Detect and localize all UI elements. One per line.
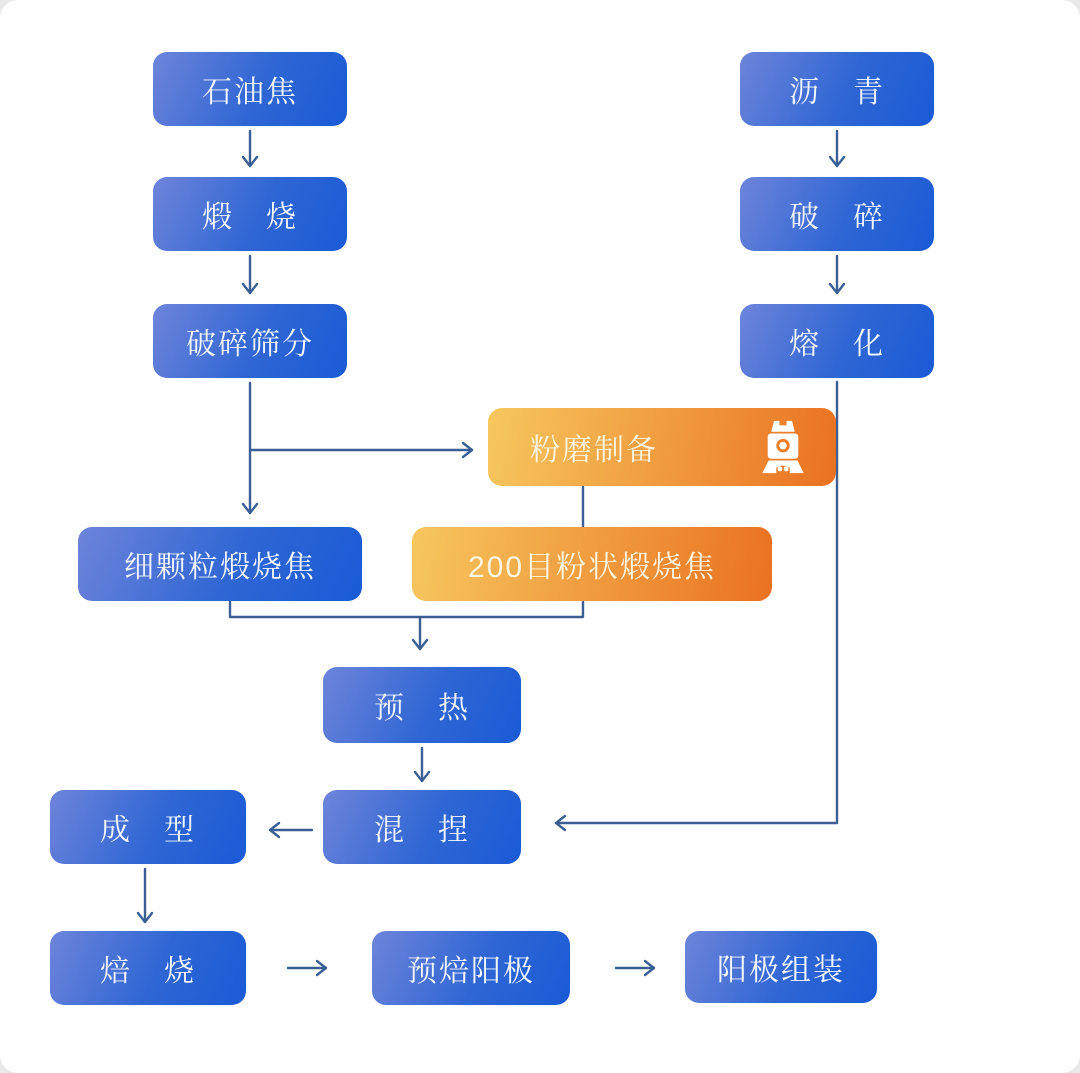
node-label: 石油焦 <box>202 76 298 109</box>
node-preheat <box>323 667 521 743</box>
node-fine-coke <box>78 527 362 601</box>
node-melting <box>740 304 934 378</box>
node-pitch <box>740 52 934 126</box>
node-label: 阳极组装 <box>717 954 845 987</box>
node-label: 粉磨制备 <box>530 434 658 467</box>
node-calcination <box>153 177 347 251</box>
node-kneading <box>323 790 521 864</box>
node-label: 成 型 <box>100 814 196 847</box>
node-label: 破碎筛分 <box>186 328 314 361</box>
node-label: 沥 青 <box>789 76 885 109</box>
node-label: 焙 烧 <box>100 955 196 988</box>
node-label: 混 捏 <box>374 814 470 847</box>
node-baking <box>50 931 246 1005</box>
node-label: 200目粉状煅烧焦 <box>467 551 717 584</box>
node-grinding-prep <box>488 408 836 486</box>
node-label: 煅 烧 <box>202 201 298 234</box>
node-label: 预 热 <box>374 692 470 725</box>
node-crush-screen <box>153 304 347 378</box>
node-anode-assembly <box>685 931 877 1003</box>
node-petroleum-coke <box>153 52 347 126</box>
node-label: 破 碎 <box>789 201 885 234</box>
node-label: 预焙阳极 <box>407 955 535 988</box>
node-label: 熔 化 <box>789 328 885 361</box>
node-200mesh-coke <box>412 527 772 601</box>
node-forming <box>50 790 246 864</box>
mill-icon <box>756 418 810 476</box>
node-prebaked-anode <box>372 931 570 1005</box>
node-crushing <box>740 177 934 251</box>
node-label: 细颗粒煅烧焦 <box>124 551 316 584</box>
